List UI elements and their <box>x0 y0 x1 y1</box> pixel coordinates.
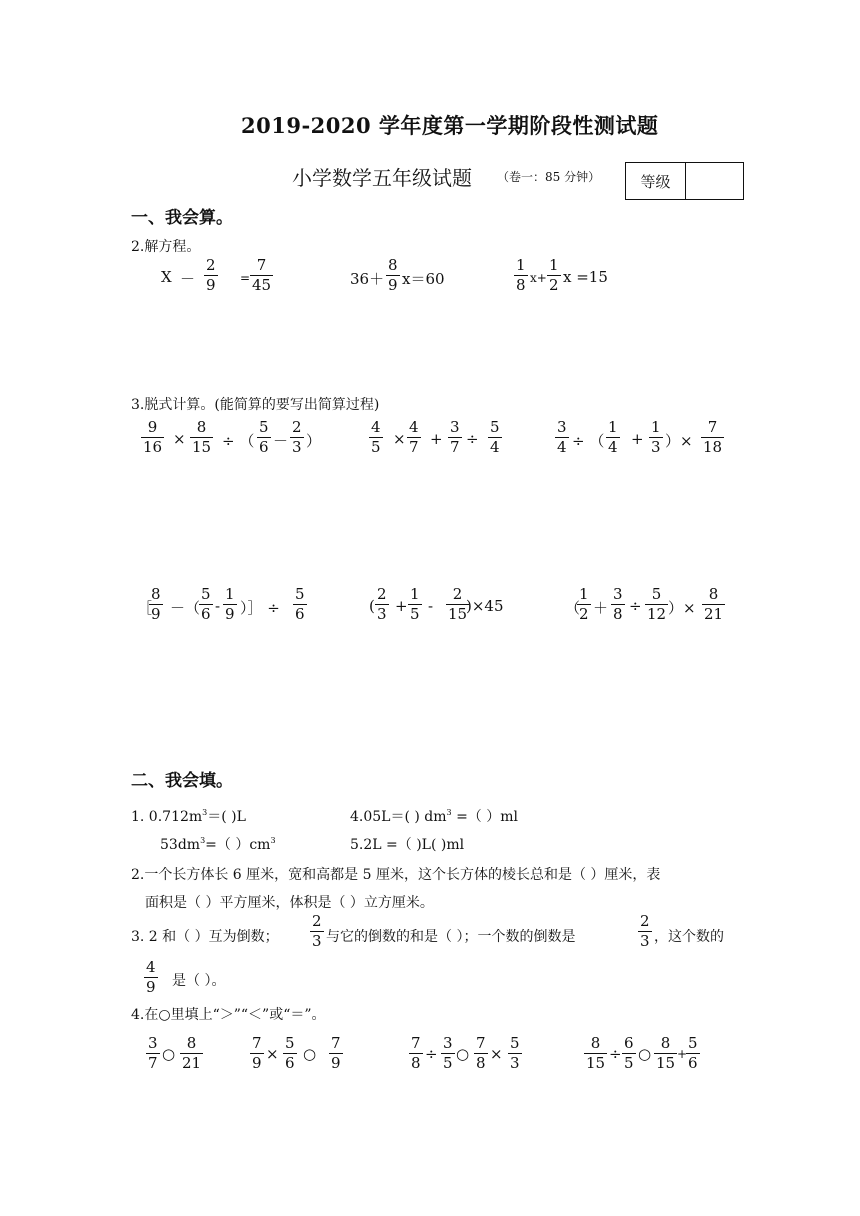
fraction: $\frac{8}{15}$ <box>656 1034 676 1072</box>
fraction: $\frac{5}{6}$ <box>688 1034 698 1072</box>
operator: + <box>395 597 408 615</box>
operator: ［ <box>137 599 153 617</box>
comparison-circle[interactable]: ○ <box>456 1045 470 1063</box>
question-label: 4.在○里填上“＞”“＜”或“＝”。 <box>131 1007 326 1023</box>
fraction: $\frac{4}{9}$ <box>146 958 156 996</box>
operator: × <box>393 430 406 448</box>
section-heading: 一、我会算。 <box>131 208 233 228</box>
page-title: 2019-2020 学年度第一学期阶段性测试题 <box>241 113 659 138</box>
comparison-circle[interactable]: ○ <box>638 1045 652 1063</box>
fraction: $\frac{4}{5}$ <box>371 418 381 456</box>
equation-text: x =15 <box>563 268 608 286</box>
question-text: 与它的倒数的和是（ ）；一个数的倒数是 <box>326 929 576 945</box>
fraction: $\frac{1}{5}$ <box>410 585 420 623</box>
operator: = <box>240 271 251 285</box>
question-label: 2.解方程。 <box>131 239 201 255</box>
operator: ） <box>306 432 322 450</box>
fraction: $\frac{4}{7}$ <box>409 418 419 456</box>
operator: （ <box>565 599 581 617</box>
fraction: $\frac{3}{5}$ <box>443 1034 453 1072</box>
fraction: $\frac{7}{45}$ <box>252 256 272 294</box>
operator: × <box>173 430 186 448</box>
fraction: $\frac{2}{3}$ <box>640 912 650 950</box>
operator: ）× <box>665 432 693 450</box>
fraction: $\frac{8}{21}$ <box>704 585 724 623</box>
operator: - <box>215 597 221 615</box>
fraction: $\frac{2}{3}$ <box>292 418 302 456</box>
equation-text: 36＋ <box>350 270 385 288</box>
grade-box <box>625 162 744 200</box>
operator: ÷ <box>629 597 642 615</box>
operator: ( <box>369 597 375 615</box>
equation-text: x＝60 <box>402 270 445 288</box>
fraction: $\frac{5}{12}$ <box>647 585 667 623</box>
fraction: $\frac{2}{9}$ <box>206 256 216 294</box>
fraction: $\frac{8}{9}$ <box>388 256 398 294</box>
fraction: $\frac{3}{8}$ <box>613 585 623 623</box>
fraction: $\frac{9}{16}$ <box>143 418 163 456</box>
question-text: 3. 2 和（ ）互为倒数； <box>131 929 279 945</box>
operator: )×45 <box>466 597 504 615</box>
operator: ）× <box>668 599 696 617</box>
section-heading: 二、我会填。 <box>131 771 233 791</box>
fraction: $\frac{5}{6}$ <box>295 585 305 623</box>
fraction: $\frac{7}{8}$ <box>476 1034 486 1072</box>
question-label: 3.脱式计算。(能简算的要写出简算过程) <box>131 397 380 413</box>
operator: － <box>273 432 289 450</box>
grade-value-cell <box>686 163 743 199</box>
page-subtitle: 小学数学五年级试题 <box>292 166 472 190</box>
operator: ）］ ÷ <box>240 599 280 617</box>
fraction: $\frac{5}{6}$ <box>201 585 211 623</box>
operator: × <box>490 1045 503 1063</box>
operator: + <box>631 430 644 448</box>
operator: ÷ <box>466 430 479 448</box>
question-line: 1. $0.712m^3=$( )L <box>131 808 246 825</box>
fraction: $\frac{1}{9}$ <box>225 585 235 623</box>
operator: －（ <box>170 599 201 617</box>
operator: ÷ <box>425 1045 438 1063</box>
fraction: $\frac{8}{15}$ <box>586 1034 606 1072</box>
fraction: $\frac{1}{2}$ <box>579 585 589 623</box>
fraction: $\frac{7}{8}$ <box>411 1034 421 1072</box>
question-line: $53dm^3=$（ ）$cm^3$ <box>160 836 276 853</box>
fraction: $\frac{3}{4}$ <box>557 418 567 456</box>
fraction: $\frac{8}{15}$ <box>192 418 212 456</box>
question-text: ，这个数的 <box>654 929 724 945</box>
fraction: $\frac{8}{9}$ <box>151 585 161 623</box>
fraction: $\frac{2}{3}$ <box>377 585 387 623</box>
fraction: $\frac{5}{4}$ <box>490 418 500 456</box>
operator: ÷ （ <box>572 432 605 450</box>
question-line: 5.2L =（ )L( )ml <box>350 837 465 853</box>
operator: + <box>430 430 443 448</box>
fraction: $\frac{3}{7}$ <box>450 418 460 456</box>
fraction: $\frac{5}{6}$ <box>259 418 269 456</box>
fraction: $\frac{5}{6}$ <box>285 1034 295 1072</box>
fraction: $\frac{2}{3}$ <box>312 912 322 950</box>
equation-text: x+ <box>530 271 547 285</box>
question-line: 面积是（ ）平方厘米，体积是（ ）立方厘米。 <box>145 895 434 911</box>
fraction: $\frac{1}{3}$ <box>651 418 661 456</box>
comparison-circle[interactable]: ○ <box>303 1045 317 1063</box>
fraction: $\frac{1}{2}$ <box>549 256 559 294</box>
operator: × <box>266 1045 279 1063</box>
fraction: $\frac{2}{15}$ <box>448 585 468 623</box>
operator: ＋ <box>593 599 609 617</box>
fraction: $\frac{8}{21}$ <box>182 1034 202 1072</box>
operator: - <box>428 597 434 615</box>
question-text: 是（ ）。 <box>172 973 226 989</box>
question-line: 2.一个长方体长 6 厘米，宽和高都是 5 厘米，这个长方体的棱长总和是（ ）厘米，表 <box>131 867 661 883</box>
fraction: $\frac{6}{5}$ <box>624 1034 634 1072</box>
fraction: $\frac{7}{9}$ <box>252 1034 262 1072</box>
operator: ÷ （ <box>222 432 255 450</box>
operator: + <box>677 1047 688 1061</box>
fraction: $\frac{3}{7}$ <box>148 1034 158 1072</box>
fraction: $\frac{7}{18}$ <box>703 418 723 456</box>
fraction: $\frac{5}{3}$ <box>510 1034 520 1072</box>
exam-duration-note: （卷一：85 分钟） <box>497 170 601 184</box>
comparison-circle[interactable]: ○ <box>162 1045 176 1063</box>
grade-label: 等级 <box>626 163 686 199</box>
fraction: $\frac{1}{4}$ <box>608 418 618 456</box>
fraction: $\frac{1}{8}$ <box>516 256 526 294</box>
fraction: $\frac{7}{9}$ <box>331 1034 341 1072</box>
operator: － <box>180 270 196 288</box>
equation-text: X <box>161 268 172 286</box>
question-line: 4.05L＝( ) $dm^3$ =（ ）ml <box>350 808 519 825</box>
operator: ÷ <box>609 1045 622 1063</box>
